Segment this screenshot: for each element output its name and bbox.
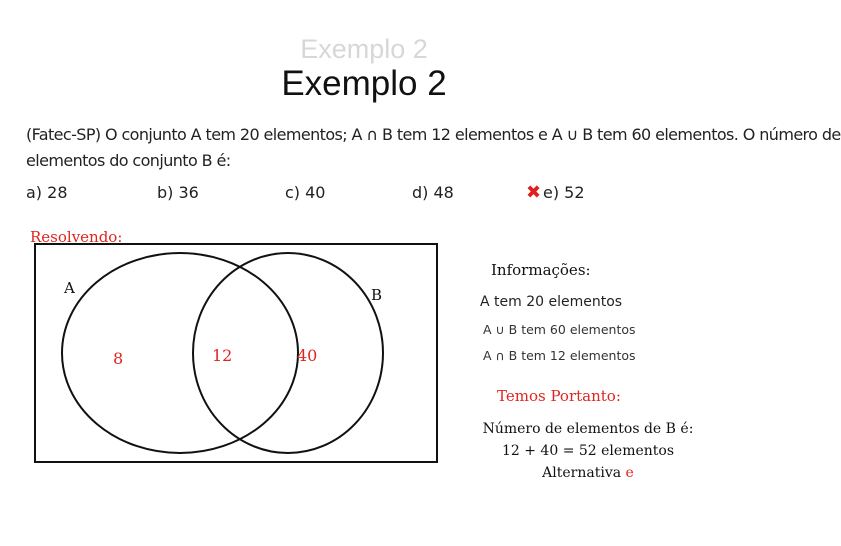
option-a: a) 28 [26,183,68,202]
option-e: e) 52 [543,183,585,202]
option-b: b) 36 [157,183,199,202]
venn-intersection-value: 12 [212,346,233,365]
therefore-heading: Temos Portanto: [497,387,621,405]
result-line-1: Número de elementos de B é: [482,421,694,437]
solution-heading: Resolvendo: [30,228,123,246]
venn-circle-a [62,253,298,453]
info-item-3: A ∩ B tem 12 elementos [483,348,636,363]
answer-prefix: Alternativa [542,465,622,481]
result-line-2: 12 + 40 = 52 elementos [501,443,675,459]
question-text-line-1: (Fatec-SP) O conjunto A tem 20 elementos; A ∩ B tem 12 elementos e A ∪ B tem 60 elementos. O número de [26,125,841,144]
info-item-1: A tem 20 elementos [480,294,623,310]
venn-only-b-value: 40 [297,346,318,365]
answer-line [468,465,708,481]
wrong-mark-icon: ✖ [526,182,542,203]
question-text-line-2: elementos do conjunto B é: [26,151,231,170]
option-d: d) 48 [412,183,454,202]
info-item-2: A ∪ B tem 60 elementos [483,322,636,337]
venn-label-a: A [64,279,75,297]
info-heading: Informações: [491,261,591,279]
slide-title: Exemplo 2 [281,64,447,103]
answer-letter: e [625,465,634,481]
ghost-slide-title: Exemplo 2 [300,34,428,64]
venn-only-a-value: 8 [113,349,124,368]
venn-label-b: B [371,286,383,304]
option-c: c) 40 [285,183,326,202]
